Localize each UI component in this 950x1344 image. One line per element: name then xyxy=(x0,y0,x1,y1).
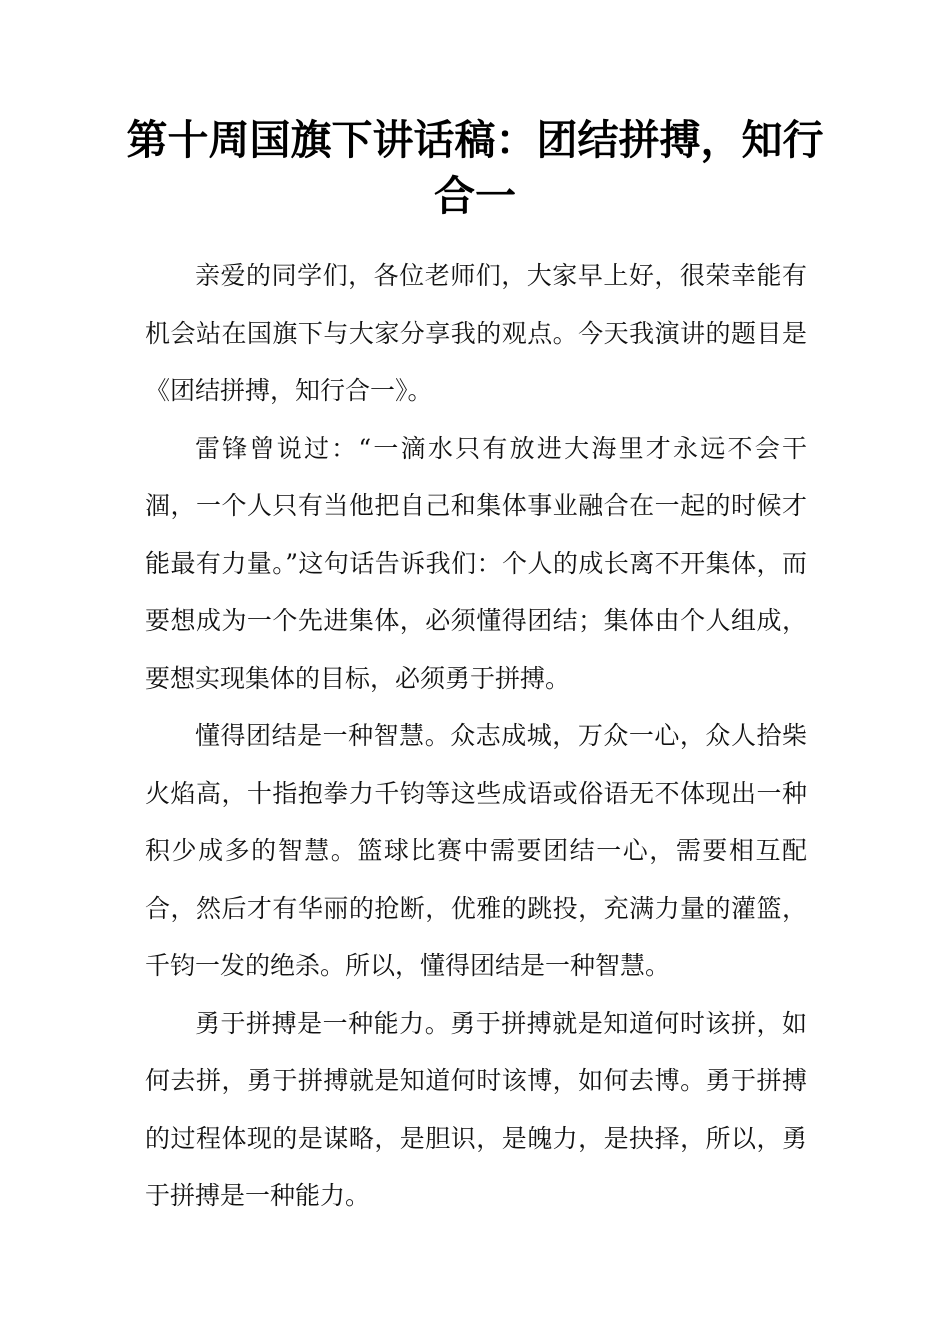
document-title: 第十周国旗下讲话稿：团结拼搏，知行合一 xyxy=(126,116,824,220)
paragraph-unity-wisdom: 懂得团结是一种智慧。众志成城，万众一心，众人拾柴火焰高，十指抱拳力千钧等这些成语或俗语无不体现出一种积少成多的智慧。篮球比赛中需要团结一心，需要相互配合，然后才有华丽的抢断，优雅的跳投，充满力量的灌篮，千钧一发的绝杀。所以，懂得团结是一种智慧。 xyxy=(145,721,807,980)
paragraph-striving-ability: 勇于拼搏是一种能力。勇于拼搏就是知道何时该拼，如何去拼，勇于拼搏就是知道何时该博，如何去博。勇于拼搏的过程体现的是谋略，是胆识，是魄力，是抉择，所以，勇于拼搏是一种能力。 xyxy=(145,1008,807,1210)
paragraph-greeting: 亲爱的同学们，各位老师们，大家早上好，很荣幸能有机会站在国旗下与大家分享我的观点。今天我演讲的题目是《团结拼搏，知行合一》。 xyxy=(145,261,807,405)
paragraph-leifeng-quote: 雷锋曾说过：“一滴水只有放进大海里才永远不会干涸，一个人只有当他把自己和集体事业融合在一起的时候才能最有力量。”这句话告诉我们：个人的成长离不开集体，而要想成为一个先进集体，必须懂得团结；集体由个人组成，要想实现集体的目标，必须勇于拼搏。 xyxy=(145,433,807,693)
document-body xyxy=(145,247,807,1225)
